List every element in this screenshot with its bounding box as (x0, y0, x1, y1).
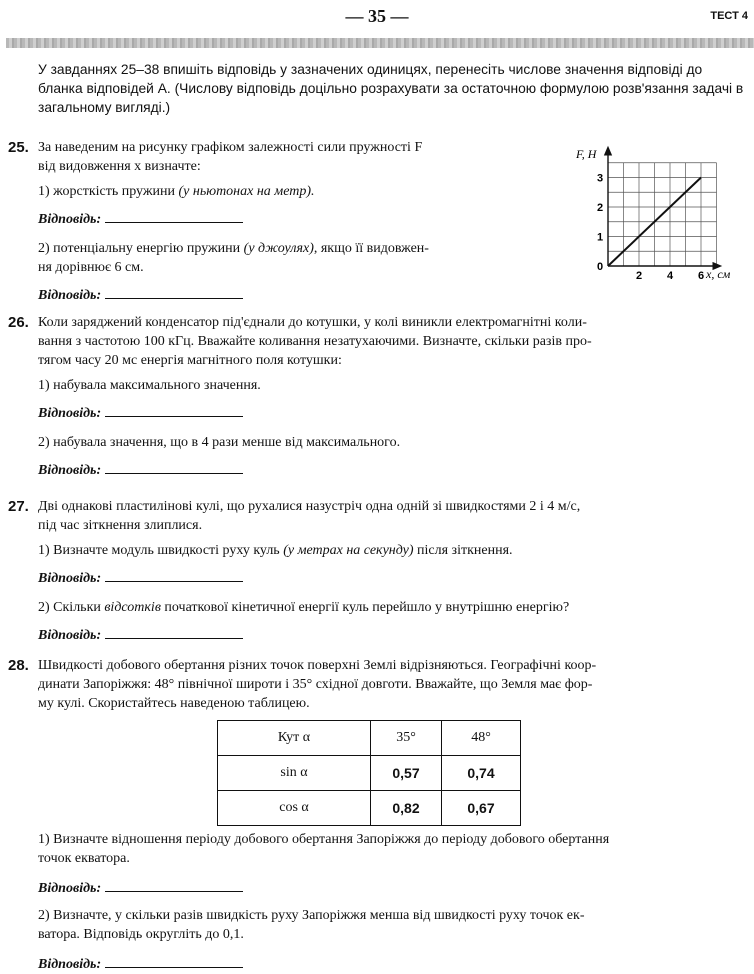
answer-blank[interactable] (105, 954, 243, 968)
answer-blank[interactable] (105, 568, 243, 582)
task-text: За наведеним на рисунку графіком залежності сили пружності F (38, 140, 423, 155)
answer-field[interactable]: Відповідь: (38, 568, 748, 588)
question-2-cont: ватора. Відповідь округліть до 0,1. (38, 927, 244, 942)
answer-blank[interactable] (105, 285, 243, 299)
table-header-cell: 48° (442, 721, 521, 756)
task-text: під час зіткнення злиплися. (38, 518, 203, 533)
task-text: Дві однакові пластилінові кулі, що рухалися назустріч одна одній зі швидкостями 2 і 4 м/с, (38, 499, 581, 514)
table-cell: 0,82 (371, 791, 442, 826)
answer-blank[interactable] (105, 403, 243, 417)
y-axis-label: F, Н (576, 147, 597, 161)
task-number: 26. (8, 314, 29, 331)
page-number: — 35 — (345, 6, 409, 26)
x-axis-label: x, см (706, 267, 731, 281)
question-2-cont: ня дорівнює 6 см. (38, 260, 144, 275)
table-row (218, 756, 521, 791)
table-cell: sin α (218, 756, 371, 791)
answer-blank[interactable] (105, 460, 243, 474)
question-1-cont: точок екватора. (38, 851, 130, 866)
table-cell: 0,67 (442, 791, 521, 826)
answer-field[interactable]: Відповідь: (38, 285, 538, 305)
table-row (218, 791, 521, 826)
test-label: ТЕСТ 4 (710, 10, 748, 22)
answer-field[interactable]: Відповідь: (38, 625, 748, 645)
task-28 (8, 656, 748, 713)
task-text: му кулі. Скористайтесь наведеною таблицею. (38, 696, 310, 711)
task-text: динати Запоріжжя: 48° північної широти і 35° східної довготи. Вважайте, що Земля має фор- (38, 677, 593, 692)
question-1: 1) набувала максимального значення. (38, 378, 261, 393)
question-1: 1) Визначте модуль швидкості руху куль (у метрах на секунду) після зіткнення. (38, 543, 513, 558)
instructions: У завданнях 25–38 впишіть відповідь у зазначених одиницях, перенесіть числове значення відповіді до бланка відповідей А. (Числову відповідь доцільно розрахувати за остаточною формулою розв'язання задачі в загальному вигляді.) (38, 62, 744, 115)
y-tick-label: 1 (597, 231, 604, 244)
answer-field[interactable]: Відповідь: (38, 954, 748, 974)
answer-field[interactable]: Відповідь: (38, 878, 748, 898)
answer-blank[interactable] (105, 625, 243, 639)
table-header-cell: 35° (371, 721, 442, 756)
task-number: 25. (8, 139, 29, 156)
trig-table (217, 720, 521, 826)
task-26 (8, 313, 748, 480)
x-tick-label: 2 (636, 270, 643, 282)
task-number: 27. (8, 498, 29, 515)
task-number: 28. (8, 657, 29, 674)
y-tick-label: 2 (597, 202, 604, 214)
table-header-cell: Кут α (218, 721, 371, 756)
task-text: від видовження x визначте: (38, 159, 201, 174)
task-text: Швидкості добового обертання різних точок поверхні Землі відрізняються. Географічні коор- (38, 658, 597, 673)
task-28-questions (8, 830, 748, 974)
answer-field[interactable]: Відповідь: (38, 460, 748, 480)
task-text: вання з частотою 100 кГц. Вважайте коливання незатухаючими. Визначте, скільки разів про- (38, 334, 592, 349)
y-tick-label: 3 (597, 172, 604, 185)
table-cell: cos α (218, 791, 371, 826)
answer-blank[interactable] (105, 878, 243, 892)
question-2: 2) Визначте, у скільки разів швидкість руху Запоріжжя менша від швидкості руху точок ек- (38, 908, 585, 923)
x-tick-label: 4 (667, 270, 674, 282)
header-band (6, 38, 754, 48)
question-1: 1) Визначте відношення періоду добового обертання Запоріжжя до періоду добового обертання (38, 832, 610, 847)
table-cell: 0,57 (371, 756, 442, 791)
table-row (218, 721, 521, 756)
task-text: тягом часу 20 мс енергія магнітного поля котушки: (38, 353, 342, 368)
question-2: 2) набувала значення, що в 4 рази менше від максимального. (38, 435, 401, 450)
answer-field[interactable]: Відповідь: (38, 403, 748, 423)
question-2: 2) Скільки відсотків початкової кінетичної енергії куль перейшло у внутрішню енергію? (38, 600, 570, 615)
answer-field[interactable]: Відповідь: (38, 209, 538, 229)
task-27 (8, 497, 748, 645)
task-text: Коли заряджений конденсатор під'єднали до котушки, у колі виникли електромагнітні коли- (38, 315, 587, 330)
table-cell: 0,74 (442, 756, 521, 791)
answer-blank[interactable] (105, 209, 243, 223)
question-2: 2) потенціальну енергію пружини (у джоулях), якщо її видовжен- (38, 241, 429, 256)
force-extension-graph (572, 142, 750, 292)
origin-label: 0 (597, 261, 604, 273)
question-1: 1) жорсткість пружини (у ньютонах на метр). (38, 184, 315, 199)
x-tick-label: 6 (698, 270, 705, 282)
